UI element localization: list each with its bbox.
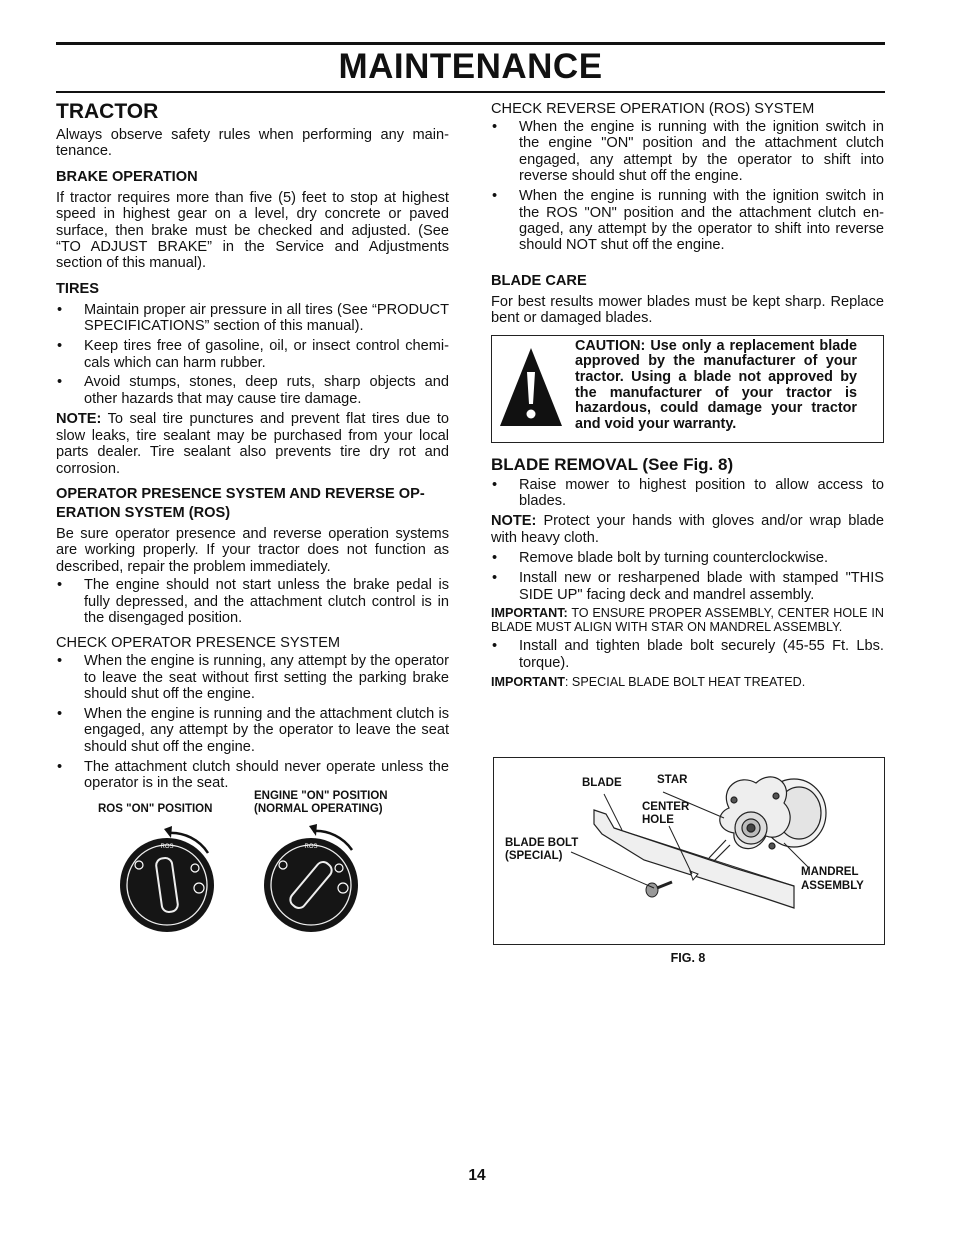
center-hole-label-1: CENTER — [642, 801, 690, 813]
ignition-switch-engine-icon — [264, 824, 358, 932]
blade-bolt-label-2: (SPECIAL) — [505, 850, 563, 862]
check-ros-list — [491, 119, 884, 254]
check-ros-heading: CHECK REVERSE OPERATION (ROS) SYSTEM — [491, 101, 815, 117]
intro-text: Always observe safety rules when performing any main-tenance. — [56, 127, 449, 160]
important-label: IMPORTANT — [491, 674, 565, 689]
section-heading-tractor: TRACTOR — [56, 100, 159, 123]
star-label: STAR — [657, 774, 688, 786]
tires-list — [56, 302, 449, 407]
ops-list — [56, 577, 449, 626]
removal-list-1 — [491, 477, 884, 510]
list-item: • The attachment clutch should never operate unless the operator is in the seat. — [56, 759, 449, 792]
engine-on-label: ENGINE "ON" POSITION — [254, 790, 388, 802]
list-item: • When the engine is running with the ignition switch in the ROS "ON" position and the attachment clutch en-gaged, any attempt by the operator to shift into reverse should NOT shut off the engine. — [491, 188, 884, 254]
ops-heading: OPERATOR PRESENCE SYSTEM AND REVERSE OP-ERATION SYSTEM (ROS) — [56, 485, 425, 521]
svg-text:ROS: ROS — [160, 844, 174, 850]
important-label: IMPORTANT: — [491, 606, 568, 621]
caution-text: CAUTION: Use only a replacement blade approved by the manufacturer of your tractor. Using a blade not approved by the manufacturer of your tractor is hazardous, could damage your tractor and void your warranty. — [575, 337, 857, 433]
list-item: • The engine should not start unless the brake pedal is fully depressed, and the attachment clutch control is in the disengaged position. — [56, 577, 449, 626]
list-item: • Install new or resharpened blade with stamped "THIS SIDE UP" facing deck and mandrel assembly. — [491, 570, 884, 603]
list-item: • When the engine is running with the ignition switch in the engine "ON" position and the attachment clutch engaged, any attempt by the operator to shift into reverse should shut off the engine. — [491, 119, 884, 185]
ops-text: Be sure operator presence and reverse operation systems are working properly. If your tractor does not function as described, repair the problem immediately. — [56, 525, 449, 575]
blade-bolt-label-1: BLADE BOLT — [505, 837, 579, 849]
header-rule-bottom — [56, 91, 885, 93]
mandrel-label-2: ASSEMBLY — [801, 880, 864, 892]
list-item: • Remove blade bolt by turning counterclockwise. — [491, 550, 884, 566]
blade-removal-heading: BLADE REMOVAL (See Fig. 8) — [491, 454, 734, 474]
removal-note — [491, 513, 884, 546]
list-item: • Install and tighten blade bolt securely (45-55 Ft. Lbs. torque). — [491, 638, 884, 671]
list-item: • Maintain proper air pressure in all tires (See “PRODUCT SPECIFICATIONS” section of this manual). — [56, 302, 449, 335]
figure-8-box — [493, 757, 885, 945]
mandrel-label-1: MANDREL — [801, 866, 859, 878]
tires-note — [56, 411, 449, 477]
caution-box — [491, 335, 884, 443]
note-label: NOTE: — [491, 513, 537, 530]
mandrel-assembly-drawing — [709, 777, 826, 863]
check-operator-heading: CHECK OPERATOR PRESENCE SYSTEM — [56, 635, 341, 652]
ignition-switch-ros-icon — [120, 826, 214, 932]
list-item: • When the engine is running and the attachment clutch is engaged, any attempt by the operator to leave the seat should shut off the engine. — [56, 706, 449, 755]
removal-list-2 — [491, 550, 884, 603]
right-column — [491, 101, 884, 689]
brake-text: If tractor requires more than five (5) feet to stop at highest speed in highest gear on a level, dry concrete or paved surface, then brake must be checked and adjusted. (See “TO ADJUST BRAKE” in the Service and Adjustments section of this manual). — [56, 189, 449, 272]
important-text: : SPECIAL BLADE BOLT HEAT TREATED. — [564, 674, 806, 689]
removal-list-3 — [491, 638, 884, 671]
ignition-switch-illustration — [110, 820, 360, 938]
note-text: To seal tire punctures and prevent flat tires due to slow leaks, tire sealant may be purchased from your local parts dealer. Tire sealant also prevents tire dry rot and corrosion. — [56, 411, 449, 477]
left-column — [56, 98, 449, 795]
ros-on-label: ROS "ON" POSITION — [98, 803, 213, 815]
list-item: • Avoid stumps, stones, deep ruts, sharp objects and other hazards that may cause tire damage. — [56, 374, 449, 407]
note-text: Protect your hands with gloves and/or wrap blade with heavy cloth. — [491, 513, 884, 546]
page-title: MAINTENANCE — [338, 47, 603, 86]
figure-caption: FIG. 8 — [670, 951, 706, 965]
warning-triangle-icon — [498, 346, 564, 428]
normal-operating-label: (NORMAL OPERATING) — [254, 803, 383, 815]
check-operator-list — [56, 653, 449, 791]
important-heat-treated — [491, 675, 884, 689]
page-number: 14 — [468, 1167, 486, 1184]
center-hole-label-2: HOLE — [642, 814, 674, 826]
important-text: TO ENSURE PROPER ASSEMBLY, CENTER HOLE IN BLADE MUST ALIGN WITH STAR ON MANDREL ASSEMBLY. — [491, 606, 884, 635]
list-item: • Raise mower to highest position to allow access to blades. — [491, 477, 884, 510]
svg-text:ROS: ROS — [304, 844, 318, 850]
blade-care-text: For best results mower blades must be kept sharp. Replace bent or damaged blades. — [491, 293, 884, 327]
blade-label: BLADE — [582, 777, 622, 789]
list-item: • Keep tires free of gasoline, oil, or insect control chemi-cals which can harm rubber. — [56, 338, 449, 371]
tires-heading: TIRES — [56, 280, 99, 297]
list-item: • When the engine is running, any attempt by the operator to leave the seat without first setting the parking brake should shut off the engine. — [56, 653, 449, 702]
brake-heading: BRAKE OPERATION — [56, 168, 198, 185]
important-assembly — [491, 606, 884, 634]
blade-bolt-drawing — [646, 882, 672, 897]
blade-care-heading: BLADE CARE — [491, 272, 587, 289]
note-label: NOTE: — [56, 411, 102, 428]
